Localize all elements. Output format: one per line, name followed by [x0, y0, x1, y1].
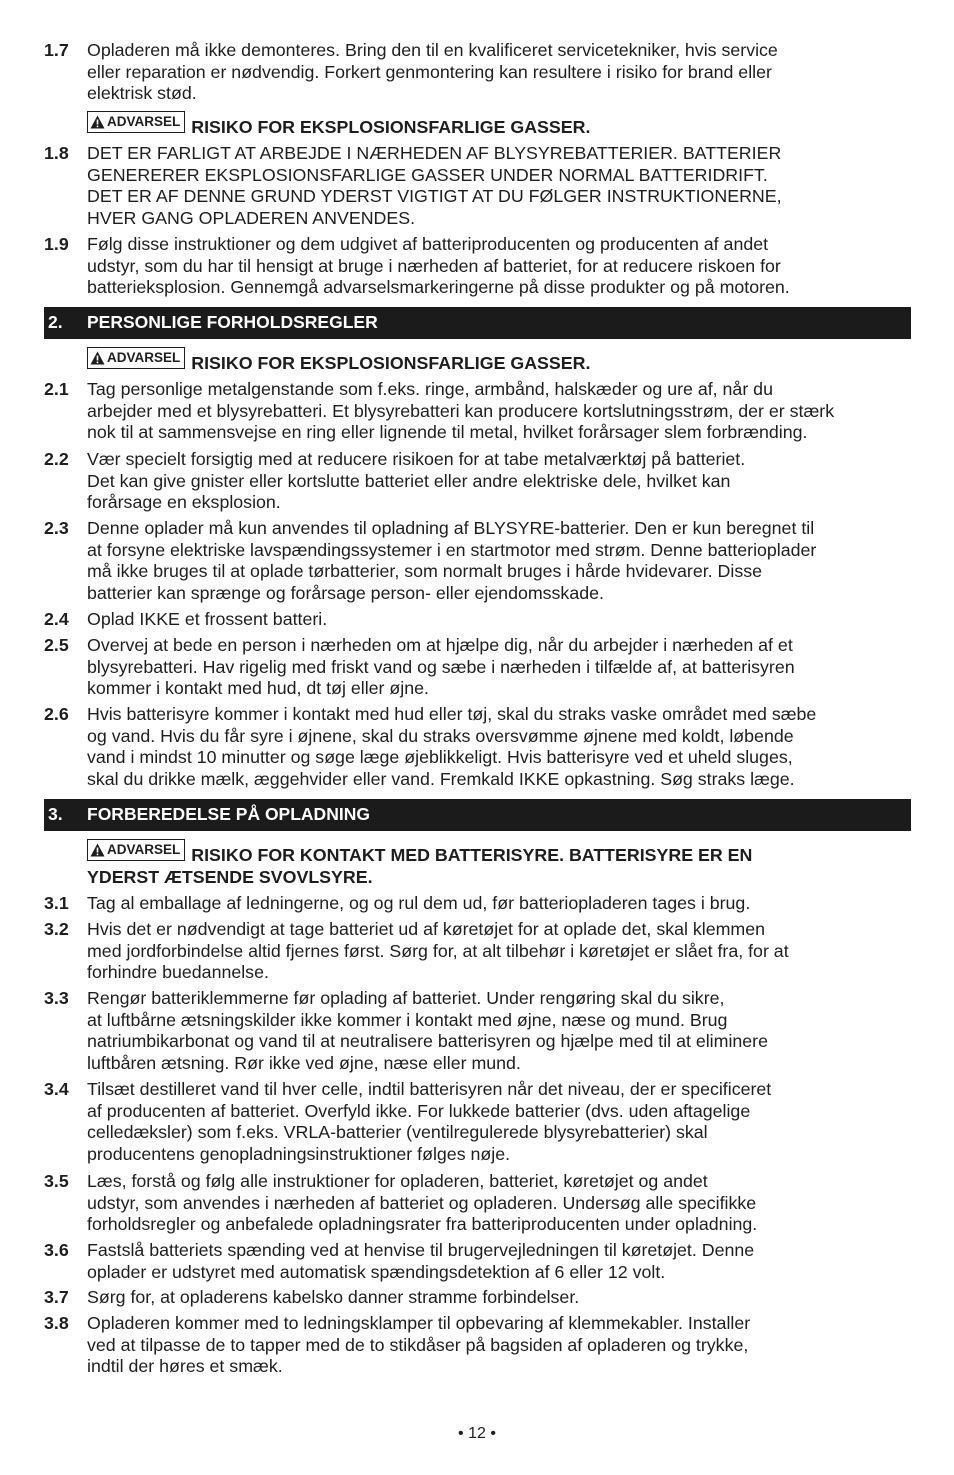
text-line: DET ER AF DENNE GRUND YDERST VIGTIGT AT DU FØLGER INSTRUKTIONERNE, [87, 186, 782, 207]
warning-explosive-gases [87, 114, 591, 139]
warning-battery-acid [87, 842, 753, 889]
text-line: må ikke bruges til at oplade tørbatterier, som normalt bruges i hårde hvidevarer. Disse [87, 561, 763, 582]
text-line: Vær specielt forsigtig med at reducere risikoen for at tabe metalværktøj på batteriet. [87, 449, 746, 469]
text-line: forårsage en eksplosion. [87, 492, 281, 513]
item-number: 2.4 [44, 609, 69, 629]
item-1-9 [44, 234, 912, 299]
warning-triangle-icon [90, 843, 105, 857]
text-line: ved at tilpasse de to tapper med de to stikdåser på bagsiden af opladeren og trykke, [87, 1334, 749, 1355]
item-text [87, 635, 912, 700]
text-line: producentens genopladningsinstruktioner følges nøje. [87, 1144, 511, 1165]
item-number: 2.1 [44, 379, 69, 399]
item-1-8 [44, 143, 912, 230]
text-line: forholdsregler og anbefalede opladningsrater fra batteriproducenten under opladning. [87, 1214, 758, 1235]
section-number: 2. [48, 312, 63, 333]
text-line: Sørg for, at opladerens kabelsko danner stramme forbindelser. [87, 1287, 580, 1307]
warning-text: RISIKO FOR KONTAKT MED BATTERISYRE. BATTERISYRE ER EN [191, 845, 753, 865]
item-number: 2.5 [44, 635, 69, 655]
text-line: GENERERER EKSPLOSIONSFARLIGE GASSER UNDER NORMAL BATTERIDRIFT. [87, 164, 768, 185]
text-line: nok til at sammensvejse en ring eller lignende til metal, hvilket forårsager slem forbrænding. [87, 422, 808, 443]
item-number: 3.6 [44, 1240, 69, 1260]
text-line: udstyr, som anvendes i nærheden af batteriet og opladeren. Undersøg alle specifikke [87, 1192, 757, 1213]
text-line: Læs, forstå og følg alle instruktioner for opladeren, batteriet, køretøjet og andet [87, 1171, 708, 1191]
item-number: 2.6 [44, 704, 69, 724]
item-number: 3.2 [44, 919, 69, 939]
text-line: vand i mindst 10 minutter og søge læge øjeblikkeligt. Hvis batterisyre ved et uheld sluges, [87, 747, 793, 768]
text-line: arbejder med et blysyrebatteri. Et blysyrebatteri kan producere kortslutningsstrøm, der er stærk [87, 400, 835, 421]
warning-text: RISIKO FOR EKSPLOSIONSFARLIGE GASSER. [191, 353, 591, 373]
text-line: Tag al emballage af ledningerne, og og rul dem ud, før batteriopladeren tages i brug. [87, 893, 751, 913]
warning-triangle-icon [90, 351, 105, 365]
item-3-6 [44, 1240, 912, 1283]
item-text [87, 988, 912, 1075]
warning-badge-label: ADVARSEL [107, 114, 181, 129]
text-line: skal du drikke mælk, æggehvider eller vand. Fremkald IKKE opkastning. Søg straks læge. [87, 769, 795, 790]
warning-triangle-icon [90, 115, 105, 129]
warning-badge [87, 111, 185, 133]
warning-badge [87, 347, 185, 369]
item-number: 1.9 [44, 234, 69, 254]
text-line: Denne oplader må kun anvendes til opladning af BLYSYRE-batterier. Den er kun beregnet til [87, 518, 815, 538]
item-3-3 [44, 988, 912, 1075]
text-line: kommer i kontakt med hud, dt tøj eller øjne. [87, 678, 429, 699]
text-line: celledæksler) som f.eks. VRLA-batterier (ventilregulerede blysyrebatterier) skal [87, 1122, 708, 1143]
section-number: 3. [48, 804, 63, 825]
item-text [87, 1171, 912, 1236]
item-text [87, 379, 912, 444]
text-line: natriumbikarbonat og vand til at neutralisere batterisyren og hjælpe med til at eliminere [87, 1031, 768, 1052]
text-line: af producenten af batteriet. Overfyld ikke. For lukkede batterier (dvs. uden aftagelige [87, 1100, 751, 1121]
item-text [87, 143, 912, 230]
item-text [87, 893, 912, 915]
item-text [87, 518, 912, 605]
item-text [87, 40, 912, 105]
text-line: med jordforbindelse altid fjernes først. Sørg for, at alt tilbehør i køretøjet er slået fra, for at [87, 940, 789, 961]
text-line: blysyrebatteri. Hav rigelig med friskt vand og sæbe i nærheden i tilfælde af, at batterisyren [87, 656, 795, 677]
text-line: Tilsæt destilleret vand til hver celle, indtil batterisyren når det niveau, der er specificeret [87, 1079, 772, 1099]
item-number: 2.3 [44, 518, 69, 538]
text-line: Overvej at bede en person i nærheden om at hjælpe dig, når du arbejder i nærheden af et [87, 635, 793, 655]
text-line: indtil der høres et smæk. [87, 1356, 283, 1377]
text-line: Opladeren kommer med to ledningsklamper til opbevaring af klemmekabler. Installer [87, 1313, 751, 1333]
text-line: batterieksplosion. Gennemgå advarselsmarkeringerne på disse produkter og på motoren. [87, 277, 790, 298]
item-text [87, 609, 912, 631]
text-line: batterier kan sprænge og forårsage person- eller ejendomsskade. [87, 583, 604, 604]
item-3-1 [44, 893, 912, 915]
item-text [87, 1079, 912, 1166]
text-line: at forsyne elektriske lavspændingssystemer i en startmotor med strøm. Denne batterioplader [87, 539, 817, 560]
text-line: Opladeren må ikke demonteres. Bring den til en kvalificeret servicetekniker, hvis service [87, 40, 778, 60]
section-header-personal-precautions [44, 307, 911, 339]
warning-explosive-gases [87, 350, 591, 375]
item-number: 3.5 [44, 1171, 69, 1191]
item-text [87, 1287, 912, 1309]
item-2-6 [44, 704, 912, 791]
item-text [87, 919, 912, 984]
item-number: 3.8 [44, 1313, 69, 1333]
item-3-7 [44, 1287, 912, 1309]
item-2-1 [44, 379, 912, 444]
text-line: elektrisk stød. [87, 83, 197, 104]
item-3-5 [44, 1171, 912, 1236]
item-1-7 [44, 40, 912, 105]
item-2-4 [44, 609, 912, 631]
section-header-charging-preparation [44, 799, 911, 831]
item-3-4 [44, 1079, 912, 1166]
text-line: DET ER FARLIGT AT ARBEJDE I NÆRHEDEN AF BLYSYREBATTERIER. BATTERIER [87, 143, 782, 163]
text-line: HVER GANG OPLADEREN ANVENDES. [87, 208, 416, 229]
text-line: Rengør batteriklemmerne før oplading af batteriet. Under rengøring skal du sikre, [87, 988, 725, 1008]
warning-badge [87, 839, 185, 861]
text-line: Tag personlige metalgenstande som f.eks. ringe, armbånd, halskæder og ure af, når du [87, 379, 773, 399]
item-number: 3.3 [44, 988, 69, 1008]
text-line: Hvis batterisyre kommer i kontakt med hud eller tøj, skal du straks vaske området med sæbe [87, 704, 817, 724]
item-2-3 [44, 518, 912, 605]
text-line: Fastslå batteriets spænding ved at henvise til brugervejledningen til køretøjet. Denne [87, 1240, 755, 1260]
item-text [87, 704, 912, 791]
warning-badge-label: ADVARSEL [107, 842, 181, 857]
text-line: luftbåren ætsning. Rør ikke ved øjne, næse eller mund. [87, 1053, 521, 1074]
item-2-5 [44, 635, 912, 700]
text-line: Hvis det er nødvendigt at tage batteriet ud af køretøjet for at oplade det, skal klemmen [87, 919, 766, 939]
page-number: • 12 • [458, 1425, 496, 1442]
text-line: forhindre buedannelse. [87, 962, 269, 983]
item-number: 2.2 [44, 449, 69, 469]
warning-line [87, 842, 753, 867]
text-line: eller reparation er nødvendig. Forkert genmontering kan resultere i risiko for brand eller [87, 61, 772, 82]
text-line: oplader er udstyret med automatisk spændingsdetektion af 6 eller 12 volt. [87, 1261, 666, 1282]
item-number: 3.4 [44, 1079, 69, 1099]
item-2-2 [44, 449, 912, 514]
item-text [87, 1313, 912, 1378]
item-text [87, 1240, 912, 1283]
warning-badge-label: ADVARSEL [107, 350, 181, 365]
text-line: Oplad IKKE et frossent batteri. [87, 609, 328, 629]
item-number: 1.8 [44, 143, 69, 163]
warning-text: RISIKO FOR EKSPLOSIONSFARLIGE GASSER. [191, 117, 591, 137]
text-line: og vand. Hvis du får syre i øjnene, skal du straks oversvømme øjnene med koldt, løbende [87, 725, 794, 746]
text-line: udstyr, som du har til hensigt at bruge i nærheden af batteriet, for at reducere riskoen for [87, 255, 781, 276]
text-line: Følg disse instruktioner og dem udgivet af batteriproducenten og producenten af andet [87, 234, 769, 254]
text-line: Det kan give gnister eller kortslutte batteriet eller andre elektriske dele, hvilket kan [87, 470, 731, 491]
item-text [87, 449, 912, 514]
item-number: 3.1 [44, 893, 69, 913]
item-3-2 [44, 919, 912, 984]
item-3-8 [44, 1313, 912, 1378]
item-number: 3.7 [44, 1287, 69, 1307]
section-title: PERSONLIGE FORHOLDSREGLER [87, 312, 378, 333]
item-text [87, 234, 912, 299]
warning-text: YDERST ÆTSENDE SVOVLSYRE. [87, 867, 373, 887]
item-number: 1.7 [44, 40, 69, 60]
section-title: FORBEREDELSE PÅ OPLADNING [87, 804, 370, 825]
text-line: at luftbårne ætsningskilder ikke kommer i kontakt med øjne, næse og mund. Brug [87, 1009, 728, 1030]
